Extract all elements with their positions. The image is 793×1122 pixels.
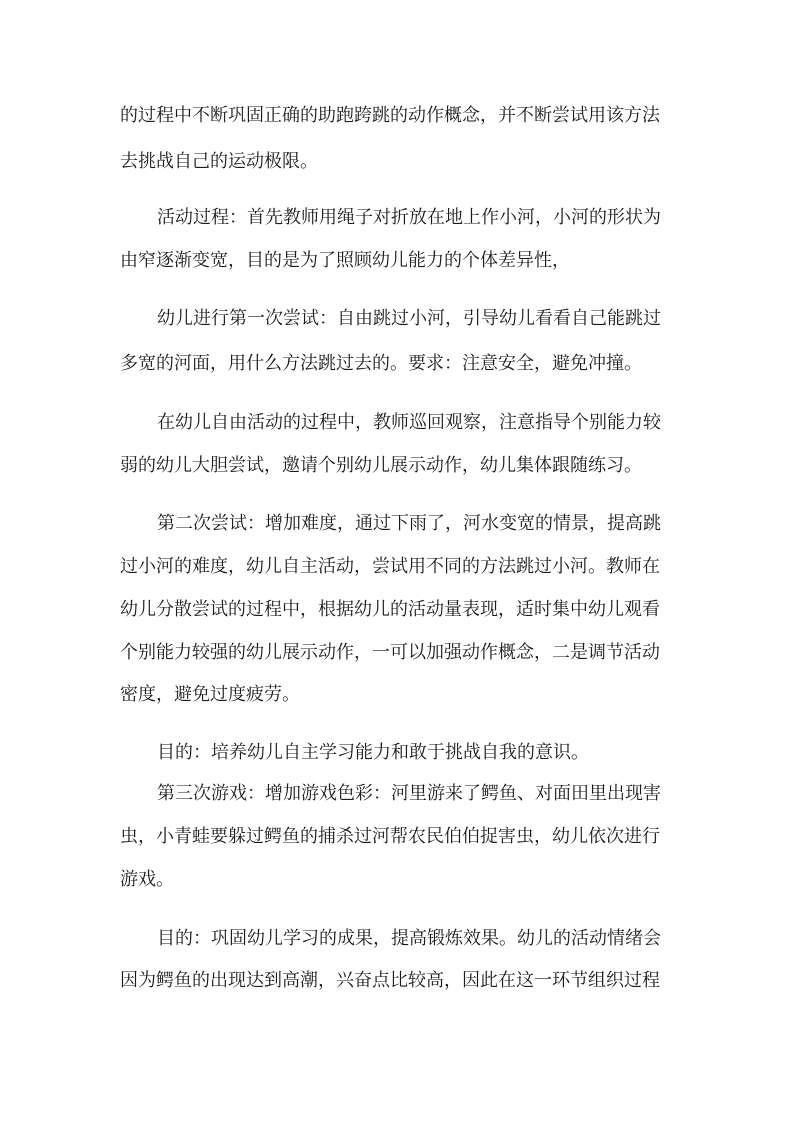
paragraph-4-line-1: 在幼儿自由活动的过程中，教师巡回观察，注意指导个别能力较 [157, 412, 661, 433]
paragraph-7-line-1: 第三次游戏：增加游戏色彩：河里游来了鳄鱼、对面田里出现害 [157, 783, 661, 804]
paragraph-2-line-2: 由窄逐渐变宽，目的是为了照顾幼儿能力的个体差异性， [120, 250, 570, 271]
paragraph-5-line-5: 密度，避免过度疲劳。 [120, 684, 300, 705]
paragraph-5-line-3: 幼儿分散尝试的过程中，根据幼儿的活动量表现，适时集中幼儿观看 [120, 599, 660, 620]
paragraph-7-line-3: 游戏。 [120, 869, 174, 890]
paragraph-5-line-4: 个别能力较强的幼儿展示动作，一可以加强动作概念，二是调节活动 [120, 642, 660, 663]
paragraph-2-line-1: 活动过程：首先教师用绳子对折放在地上作小河，小河的形状为 [157, 207, 661, 228]
paragraph-4-line-2: 弱的幼儿大胆尝试，邀请个别幼儿展示动作，幼儿集体跟随练习。 [120, 455, 642, 476]
paragraph-3-line-2: 多宽的河面，用什么方法跳过去的。要求：注意安全，避免冲撞。 [120, 353, 642, 374]
paragraph-5-line-1: 第二次尝试：增加难度，通过下雨了，河水变宽的情景，提高跳 [157, 513, 661, 534]
paragraph-1-line-2: 去挑战自己的运动极限。 [120, 151, 318, 172]
paragraph-6-line-1: 目的：培养幼儿自主学习能力和敢于挑战自我的意识。 [157, 742, 589, 763]
paragraph-1-line-1: 的过程中不断巩固正确的助跑跨跳的动作概念，并不断尝试用该方法 [120, 105, 660, 126]
paragraph-5-line-2: 过小河的难度，幼儿自主活动，尝试用不同的方法跳过小河。教师在 [120, 556, 660, 577]
paragraph-7-line-2: 虫，小青蛙要躲过鳄鱼的捕杀过河帮农民伯伯捉害虫，幼儿依次进行 [120, 826, 660, 847]
paragraph-8-line-1: 目的：巩固幼儿学习的成果，提高锻炼效果。幼儿的活动情绪会 [157, 928, 661, 949]
paragraph-8-line-2: 因为鳄鱼的出现达到高潮，兴奋点比较高，因此在这一环节组织过程 [120, 970, 660, 991]
paragraph-3-line-1: 幼儿进行第一次尝试：自由跳过小河，引导幼儿看看自己能跳过 [157, 308, 661, 329]
